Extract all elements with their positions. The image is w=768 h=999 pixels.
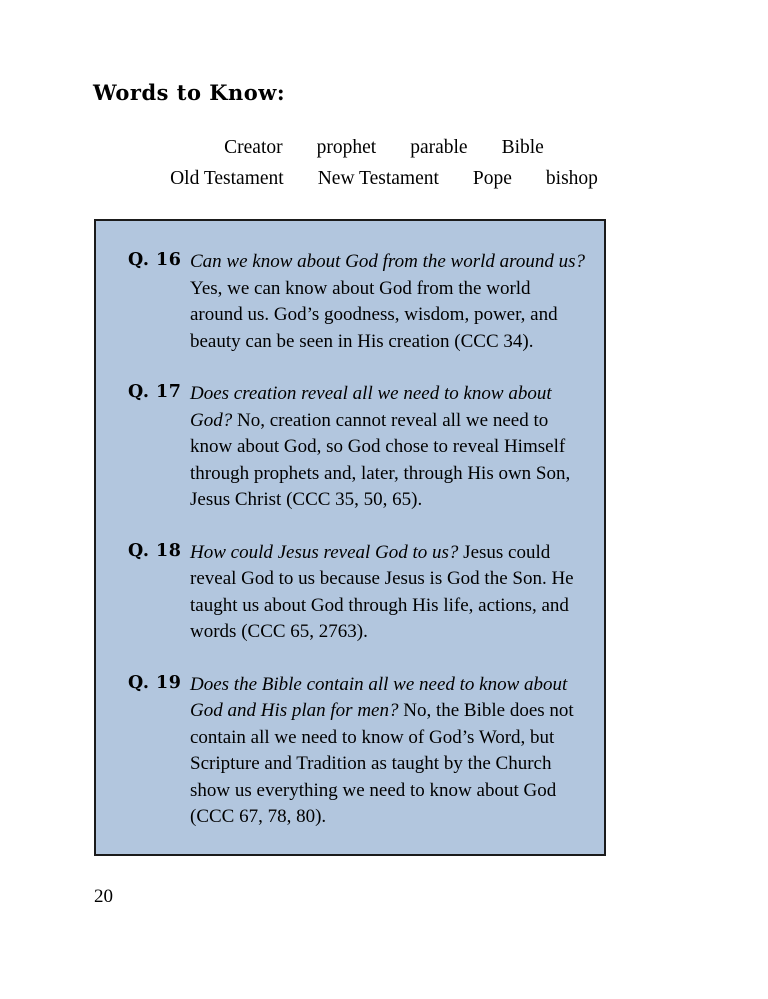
vocabulary-word: New Testament xyxy=(317,168,439,189)
question-entry xyxy=(112,221,586,355)
question-entry xyxy=(112,381,586,514)
question-answer: No, creation cannot reveal all we need to know about God, so God chose to reveal Himself through prophets and, later, through His own Son, Jesus Christ (CCC 35, 50, 65). xyxy=(190,409,571,510)
vocabulary-row-2 xyxy=(0,163,768,194)
question-number: Q. 17 xyxy=(128,382,182,402)
question-text-block xyxy=(190,672,586,831)
question-prompt: How could Jesus reveal God to us? xyxy=(190,541,459,563)
question-prompt: Does creation reveal all we need to know about God? xyxy=(190,383,552,431)
question-number: Q. 19 xyxy=(128,672,182,693)
vocabulary-list xyxy=(0,132,768,194)
vocabulary-word: Pope xyxy=(472,168,512,189)
question-entry xyxy=(112,672,586,831)
question-text-block xyxy=(190,381,586,514)
vocabulary-word: bishop xyxy=(545,168,598,189)
question-entry xyxy=(112,540,586,646)
question-prompt: Can we know about God from the world around us? xyxy=(190,251,585,272)
question-answer: Jesus could reveal God to us because Jesus is God the Son. He taught us about God through His life, actions, and words (CCC 65, 2763). xyxy=(190,541,574,642)
vocabulary-word: prophet xyxy=(316,137,377,158)
question-text-block xyxy=(190,249,586,355)
words-to-know-heading: Words to Know: xyxy=(93,80,286,105)
question-answer: Yes, we can know about God from the world around us. God’s goodness, wisdom, power, and beauty can be seen in His creation (CCC 34). xyxy=(190,277,558,352)
question-answer: No, the Bible does not contain all we need to know of God’s Word, but Scripture and Tradition as taught by the Church show us everything we need to know about God (CCC 67, 78, 80). xyxy=(190,700,574,827)
vocabulary-word: Bible xyxy=(501,137,544,158)
vocabulary-word: Creator xyxy=(224,137,283,158)
vocabulary-word: Old Testament xyxy=(170,168,284,189)
vocabulary-row-1 xyxy=(0,132,768,163)
catechism-question-box xyxy=(94,219,606,856)
question-number: Q. 16 xyxy=(128,250,182,270)
page-number: 20 xyxy=(94,886,113,907)
question-text-block xyxy=(190,540,586,646)
question-prompt: Does the Bible contain all we need to know about God and His plan for men? xyxy=(190,673,568,721)
vocabulary-word: parable xyxy=(410,137,468,158)
question-number: Q. 18 xyxy=(128,540,182,561)
